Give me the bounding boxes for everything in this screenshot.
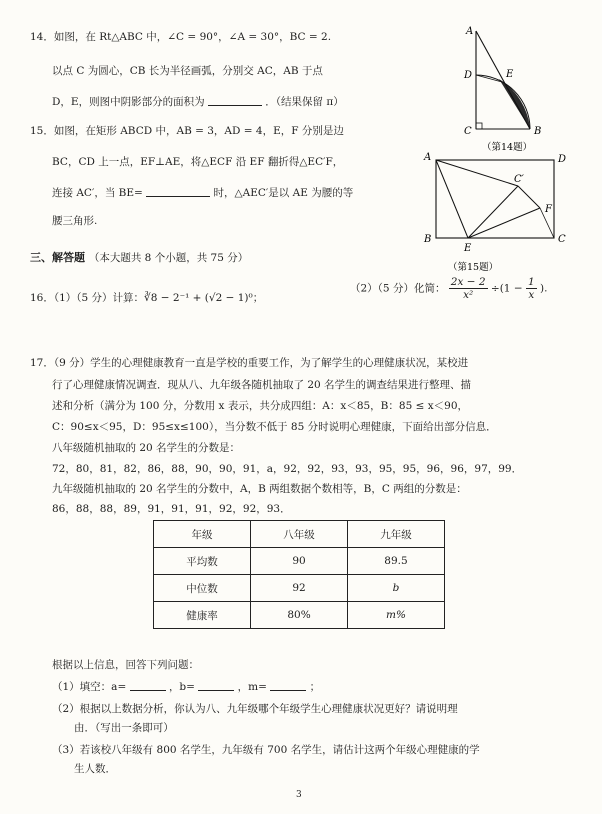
q15-label-e: E (464, 243, 472, 254)
q15-label-c: C (558, 234, 566, 245)
q14-answer-blank[interactable] (208, 95, 262, 106)
q16-fraction-2 (526, 276, 537, 301)
q16-fraction-1 (449, 276, 488, 301)
q14-label-e: E (506, 69, 514, 80)
q17-stats-table (153, 520, 445, 629)
q15-line1: 15．如图，在矩形 ABCD 中，AB = 3，AD = 4，E，F 分别是边 (30, 125, 344, 137)
q14-label-a: A (466, 26, 474, 37)
q15-segment-ecp (468, 186, 518, 238)
q16-frac1-numerator: 2x − 2 (450, 276, 486, 288)
q17-line2: 行了心理健康情况调查．现从八、九年级各随机抽取了 20 名学生的调查结果进行整理、描 (52, 379, 472, 391)
q17-sub3-line2: 生人数． (74, 763, 116, 775)
q14-line3-text: D，E，则图中阴影部分的面积为 (52, 96, 205, 108)
q15-label-cprime: C′ (514, 174, 524, 185)
q17-sub2-line1: （2）根据以上数据分析，你认为八、九年级哪个年级学生心理健康状况更好？请说明理 (52, 703, 458, 715)
page-number: 3 (296, 790, 302, 800)
q15-label-f: F (545, 204, 552, 215)
q17-sub2-line2: 由．（写出一条即可） (74, 722, 174, 734)
q14-figure-caption: （第14题） (482, 142, 533, 153)
q16-part1: 16．（1）（5 分）计算：∛8 − 2⁻¹ + (√2 − 1)⁰； (30, 292, 264, 304)
q14-line3-tail: ．（结果保留 π） (265, 96, 344, 108)
q17-sub1-end: ； (309, 681, 321, 693)
table-cell: m% (348, 602, 445, 629)
q15-segment-ae (436, 160, 468, 238)
q14-line3 (52, 95, 344, 109)
table-row (154, 602, 445, 629)
q14-label-b: B (534, 126, 542, 137)
q17-after-table: 根据以上信息，回答下列问题： (52, 659, 199, 671)
table-cell: 92 (251, 575, 348, 602)
q17-sub1-m: ，m= (237, 681, 267, 693)
q15-label-d: D (558, 154, 567, 165)
table-header-cell: 八年级 (251, 521, 348, 548)
table-cell: 平均数 (154, 548, 251, 575)
q17-line5: 八年级随机抽取的 20 名学生的分数是： (52, 442, 241, 454)
q14-line2: 以点 C 为圆心，CB 长为半径画弧，分别交 AC，AB 于点 (52, 65, 323, 77)
q15-segment-acp (436, 160, 518, 186)
q14-figure (452, 22, 562, 157)
q14-line1: 14．如图，在 Rt△ABC 中，∠C = 90°，∠A = 30°，BC = 2. (30, 31, 332, 43)
q16-frac2-numerator: 1 (527, 276, 535, 288)
q16-frac1-denominator: x² (463, 289, 474, 301)
q17-sub1-b: ，b= (168, 681, 195, 693)
q15-segment-ef (468, 208, 540, 238)
q16-frac2-denominator: x (528, 289, 535, 301)
q15-label-a: A (424, 152, 432, 163)
q17-line1: 17．（9 分）学生的心理健康教育一直是学校的重要工作，为了解学生的心理健康状况，某校进 (30, 357, 469, 369)
table-header-cell: 年级 (154, 521, 251, 548)
table-cell: 90 (251, 548, 348, 575)
q15-segment-cpf (518, 186, 540, 208)
q14-label-c: C (464, 126, 472, 137)
table-header-row (154, 521, 445, 548)
q17-blank-m[interactable] (270, 680, 306, 691)
q15-line3-text: 连接 AC′，当 BE= (52, 187, 143, 199)
q15-figure-caption: （第15题） (448, 262, 499, 273)
q15-answer-blank[interactable] (146, 186, 210, 197)
q16-line (30, 282, 263, 314)
q14-right-angle-mark (476, 123, 482, 129)
section-3-heading (30, 249, 248, 265)
q16-part2-label: （2）（5 分）化简： (350, 282, 446, 295)
q16-part2 (350, 276, 547, 301)
q15-line4: 腰三角形. (52, 215, 98, 227)
table-cell: 80% (251, 602, 348, 629)
table-cell: b (348, 575, 445, 602)
q16-close: ). (540, 282, 548, 295)
q15-line3 (52, 186, 353, 200)
table-cell: 中位数 (154, 575, 251, 602)
q17-sub1 (52, 680, 320, 694)
table-cell: 89.5 (348, 548, 445, 575)
q17-line3: 述和分析（满分为 100 分，分数用 x 表示，共分成四组：A：x＜85，B：85 ≤ x＜90， (52, 400, 469, 412)
q17-scores-grade8: 72，80，81，82，86，88，90，90，91，a，92，92，93，93，95，95，96，96，97，99． (52, 463, 523, 475)
q15-line3-tail: 时，△AEC′是以 AE 为腰的等 (213, 187, 354, 199)
q15-figure (420, 148, 570, 278)
table-cell: 健康率 (154, 602, 251, 629)
q14-label-d: D (464, 70, 473, 81)
q17-blank-a[interactable] (130, 680, 166, 691)
q17-scores-grade9: 86，88，88，89，91，91，91，92，92，93． (52, 503, 291, 515)
table-row (154, 548, 445, 575)
q14-side-ab (476, 31, 530, 129)
q15-line2: BC，CD 上一点，EF⊥AE，将△ECF 沿 EF 翻折得△EC′F， (52, 156, 344, 168)
q17-sub1-label: （1）填空：a= (52, 681, 127, 693)
q16-divide: ÷(1 − (490, 282, 523, 295)
section-3-title: 三、解答题 (30, 251, 85, 264)
table-row (154, 575, 445, 602)
q17-line7: 九年级随机抽取的 20 名学生的分数中，A，B 两组数据个数相等，B，C 两组的分数是： (52, 483, 467, 495)
q17-blank-b[interactable] (198, 680, 234, 691)
q17-sub3-line1: （3）若该校八年级有 800 名学生，九年级有 700 名学生，请估计这两个年级心理健康的学 (52, 744, 480, 756)
section-3-note: （本大题共 8 个小题，共 75 分） (88, 252, 249, 264)
q17-line4: C：90≤x＜95，D：95≤x≤100），当分数不低于 85 分时说明心理健康，下面给出部分信息． (52, 421, 497, 433)
table-header-cell: 九年级 (348, 521, 445, 548)
q15-label-b: B (424, 234, 432, 245)
